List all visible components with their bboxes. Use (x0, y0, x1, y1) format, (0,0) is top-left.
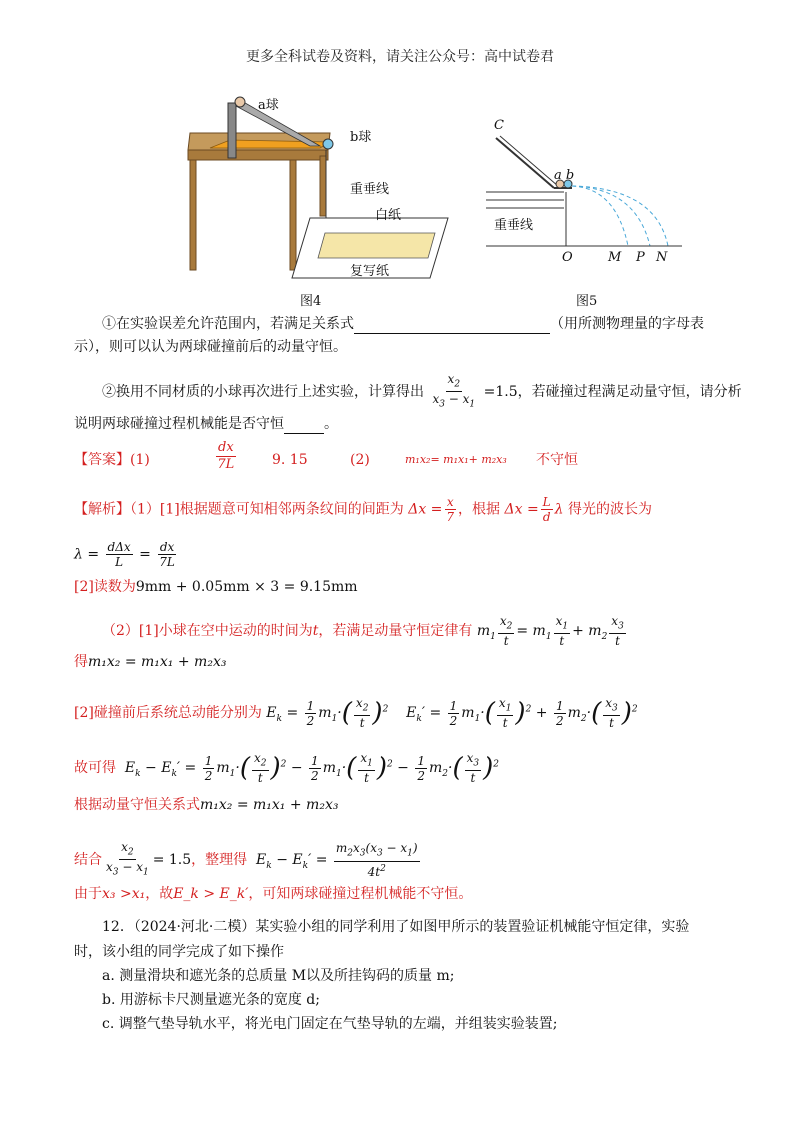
figure-4-drawing (180, 88, 450, 288)
analysis-text-1c: 得光的波长为 (567, 501, 652, 518)
question-1-answer-blank[interactable] (354, 313, 550, 334)
analysis-line-1: 【解析】（1）[1]根据题意可知相邻两条纹间的间距为 Δx = $\frac{x}{7}$ ，根据 Δx = $\frac{L}{d}$ λ 得光的波长为 (74, 495, 652, 524)
answer-fraction-den: 7L (217, 457, 235, 472)
analysis-text-10c: ，故 (145, 886, 174, 902)
page-header: 更多全科试卷及资料，请关注公众号：高中试卷君 (246, 49, 554, 65)
answer-value-2: 9. 15 (272, 452, 308, 468)
analysis-text-10e: ，可知两球碰撞过程机械能不守恒。 (248, 886, 473, 902)
figure-5-label-o: O (562, 250, 573, 265)
analysis-text-4b: ，若满足动量守恒定律有 (318, 623, 473, 640)
figure-5-label-m: M (608, 250, 622, 265)
figure-5-caption: 图5 (576, 294, 598, 309)
analysis-text-9c: ，整理得 (191, 851, 248, 868)
analysis-text-10d: E_k > E_k′ (173, 886, 249, 902)
ratio-fraction: $\frac{x_2}{x_3 - x_1}$ (432, 372, 476, 410)
analysis-line-9: 结合 $\frac{x_2}{x_3 - x_1}$ = 1.5，整理得 $E_k - E_k'$ = $\frac{m_2x_3(x_3 - x_1)}{4t^2}$ (74, 840, 418, 879)
analysis-text-4t: t (312, 623, 319, 640)
analysis-text-6a: [2]碰撞前后系统总动能分别为 (74, 705, 262, 722)
answer-conclusion: 不守恒 (536, 452, 578, 468)
analysis-line-3 (74, 577, 358, 597)
analysis-line-10 (74, 884, 472, 904)
analysis-text-10a: 由于 (74, 886, 102, 902)
figure-4-label-b: b球 (350, 130, 372, 145)
analysis-text-9a: 结合 (74, 851, 102, 868)
question-1-text-a: ①在实验误差允许范围内，若满足关系式 (102, 316, 354, 332)
figure-5-label-c: C (494, 118, 504, 133)
figure-5 (486, 118, 682, 268)
analysis-text-3b: 9mm + 0.05mm × 3 = 9.15mm (135, 579, 358, 595)
analysis-text-1a: 【解析】（1）[1]根据题意可知相邻两条纹间的间距为 (74, 501, 404, 518)
analysis-line-6: [2]碰撞前后系统总动能分别为 $E_k$ = $\frac{1}{2}$ $m_1\cdot$( $\frac{x_2}{t}$ )$^2$ $E_k'$ = $\frac{1}{2}$ $m_1\cdot$( $\frac{x_1}{t}$ )$^2$ + $\frac{1}{2}$ $m_2\cdot$( $\frac{x_3}{t}$ )$^2$ (74, 696, 638, 731)
question-12-step-a: a. 测量滑块和遮光条的总质量 M以及所挂钩码的质量 m; (102, 968, 455, 984)
figure-4-label-a: a球 (258, 98, 279, 113)
analysis-text-1b: ，根据 (458, 501, 501, 518)
analysis-text-5b: m₁x₂ = m₁x₁ + m₂x₃ (88, 654, 227, 670)
analysis-text-4a: （2）[1]小球在空中运动的时间为 (102, 623, 313, 640)
question-1-line (102, 313, 704, 334)
question-2-answer-blank[interactable] (284, 413, 324, 434)
analysis-line-2: λ = $\frac{\text{dΔx}}{L}$ = $\frac{dx}{7L}$ (74, 540, 175, 569)
answer-fraction (216, 440, 236, 473)
analysis-text-9b: = 1.5 (152, 851, 192, 868)
analysis-text-8b: m₁x₂ = m₁x₁ + m₂x₃ (200, 797, 339, 813)
figure-5-label-n: N (656, 250, 668, 265)
question-2-eq: =1.5 (483, 383, 518, 400)
analysis-text-3a: [2]读数为 (74, 579, 136, 595)
question-2-text-a: ②换用不同材质的小球再次进行上述实验，计算得出 (102, 383, 424, 400)
answer-label: 【答案】(1) (74, 452, 150, 468)
figure-5-drawing (486, 118, 682, 268)
question-12-step-b: b. 用游标卡尺测量遮光条的宽度 d; (102, 992, 320, 1008)
figure-5-label-p: P (636, 250, 645, 265)
figure-4-label-plumb: 重垂线 (350, 182, 390, 197)
question-2-text-c: 说明两球碰撞过程机械能是否守恒 (74, 416, 284, 432)
answer-equation: m₁x₂= m₁x₁+ m₂x₃ (405, 453, 507, 466)
figure-5-label-ab: a b (554, 168, 575, 183)
question-12-line-2: 时，该小组的同学完成了如下操作 (74, 944, 284, 960)
question-2-text-d: 。 (324, 416, 338, 432)
figure-4-caption: 图4 (300, 294, 322, 309)
answer-line (74, 450, 150, 470)
analysis-text-5a: 得 (74, 654, 88, 670)
analysis-line-5 (74, 652, 226, 672)
question-12-step-c: c. 调整气垫导轨水平，将光电门固定在气垫导轨的左端，并组装实验装置; (102, 1016, 558, 1032)
analysis-line-7: 故可得 $E_k - E_k'$ = $\frac{1}{2}$ $m_1\cdot$( $\frac{x_2}{t}$ )$^2$ − $\frac{1}{2}$ $m_1\cdot$( $\frac{x_1}{t}$ )$^2$ − $\frac{1}{2}$ $m_2\cdot$( $\frac{x_3}{t}$ )$^2$ (74, 751, 500, 786)
analysis-text-2: λ = (74, 546, 100, 563)
answer-part-2: (2) (350, 452, 370, 468)
analysis-text-10b: x₃ >x₁ (102, 886, 146, 902)
analysis-line-4: （2）[1]小球在空中运动的时间为t，若满足动量守恒定律有 $m_1$ $\frac{x_2}{t}$ = $m_1$ $\frac{x_1}{t}$ + $m_2$ $\frac{x_3}{t}$ (102, 614, 624, 649)
question-12-line-1: 12．（2024·河北·二模）某实验小组的同学利用了如图甲所示的装置验证机械能守恒定律，实验 (102, 919, 690, 935)
analysis-line-8 (74, 795, 338, 815)
figure-4-label-carbon: 复写纸 (350, 264, 390, 279)
figure-5-label-plumb: 重垂线 (494, 218, 534, 233)
question-1-line-2: 示），则可以认为两球碰撞前后的动量守恒。 (74, 339, 347, 355)
answer-fraction-num: dx (218, 440, 234, 455)
question-2-line-2 (74, 413, 338, 434)
question-2-line (102, 372, 742, 412)
figure-4-label-white: 白纸 (375, 208, 402, 223)
question-2-text-b: ，若碰撞过程满足动量守恒，请分析 (517, 383, 742, 400)
figure-4 (180, 88, 450, 288)
analysis-text-7a: 故可得 (74, 760, 116, 777)
analysis-text-8a: 根据动量守恒关系式 (74, 797, 200, 813)
question-1-text-b: （用所测物理量的字母表 (550, 316, 704, 332)
